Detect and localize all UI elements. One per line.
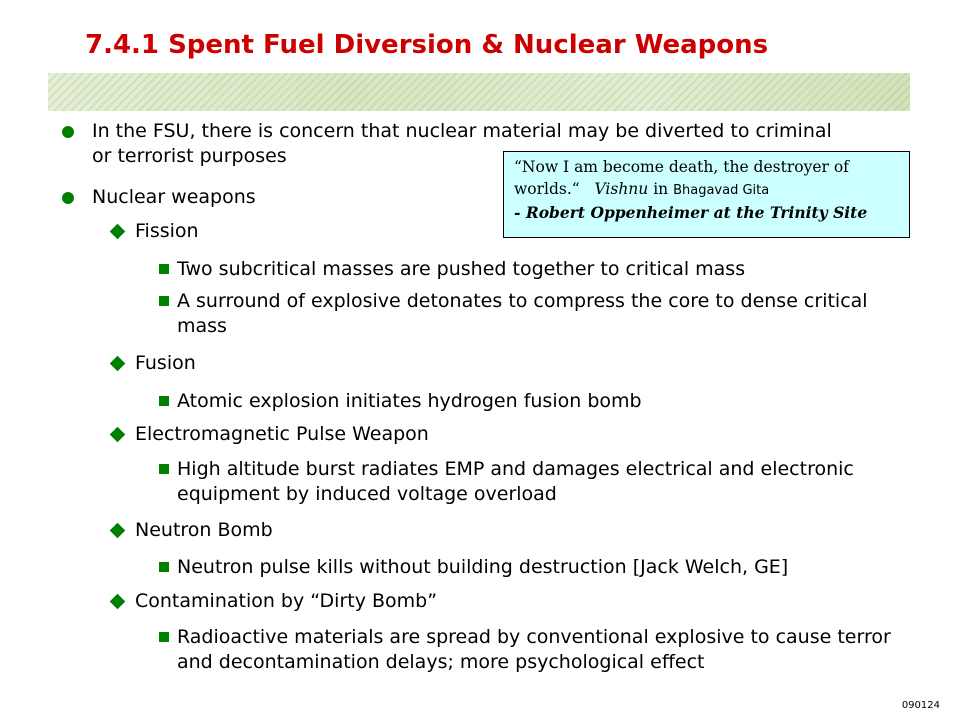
round-bullet-icon [62, 126, 74, 138]
square-bullet-icon [159, 562, 169, 572]
quote-line [514, 156, 899, 202]
bullet-fission-2: A surround of explosive detonates to compress the core to dense critical mass [177, 290, 868, 337]
square-bullet-icon [159, 632, 169, 642]
square-bullet-icon [159, 396, 169, 406]
quote-speaker: Vishnu [594, 180, 649, 198]
quote-source: Bhagavad Gita [673, 183, 770, 198]
bullet-dirty-bomb-1: Radioactive materials are spread by conventional explosive to cause terror and decontamination delays; more psychological effect [177, 626, 891, 673]
diamond-bullet-icon [110, 224, 126, 240]
bullet-nuclear-weapons: Nuclear weapons [92, 186, 256, 208]
bullet-dirty-bomb: Contamination by “Dirty Bomb” [135, 590, 438, 612]
round-bullet-icon [62, 192, 74, 204]
slide-footer-code: 090124 [901, 700, 940, 711]
bullet-fsu: In the FSU, there is concern that nuclear material may be diverted to criminal or terrorist purposes [92, 120, 832, 167]
diamond-bullet-icon [110, 427, 126, 443]
bullet-neutron: Neutron Bomb [135, 519, 273, 541]
square-bullet-icon [159, 264, 169, 274]
diamond-bullet-icon [110, 594, 126, 610]
diamond-bullet-icon [110, 356, 126, 372]
bullet-fission: Fission [135, 220, 199, 242]
square-bullet-icon [159, 296, 169, 306]
diamond-bullet-icon [110, 523, 126, 539]
quote-in-word: in [653, 180, 669, 198]
quote-attribution: - Robert Oppenheimer at the Trinity Site [514, 203, 868, 222]
oppenheimer-quote-box [503, 151, 910, 238]
bullet-neutron-1: Neutron pulse kills without building destruction [Jack Welch, GE] [177, 556, 789, 578]
slide-title: 7.4.1 Spent Fuel Diversion & Nuclear Weapons [85, 30, 769, 60]
square-bullet-icon [159, 464, 169, 474]
bullet-fusion: Fusion [135, 352, 196, 374]
bullet-fission-1: Two subcritical masses are pushed together to critical mass [177, 258, 746, 280]
quote-text: “Now I am become death, the destroyer of worlds.“ [514, 158, 849, 198]
bullet-emp-1: High altitude burst radiates EMP and damages electrical and electronic equipment by induced voltage overload [177, 458, 854, 505]
bullet-fusion-1: Atomic explosion initiates hydrogen fusion bomb [177, 390, 642, 412]
bullet-emp: Electromagnetic Pulse Weapon [135, 423, 429, 445]
